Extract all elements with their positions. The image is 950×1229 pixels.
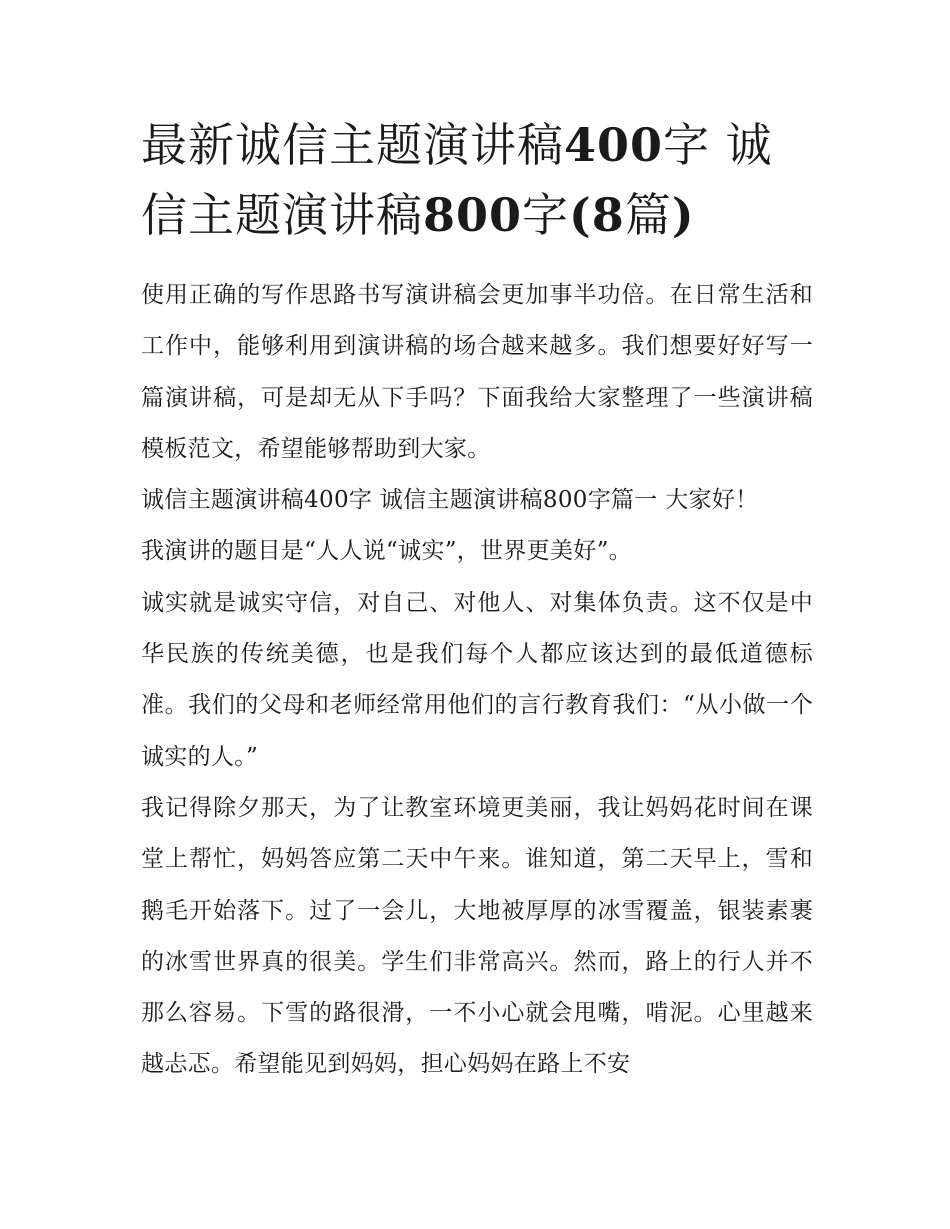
document-body [141,270,813,1091]
document-page [141,110,813,1091]
paragraph-story: 我记得除夕那天，为了让教室环境更美丽，我让妈妈花时间在课堂上帮忙，妈妈答应第二天中午来。谁知道，第二天早上，雪和鹅毛开始落下。过了一会儿，大地被厚厚的冰雪覆盖，银装素裹的冰雪世界真的很美。学生们非常高兴。然而，路上的行人并不那么容易。下雪的路很滑，一不小心就会甩嘴，啃泥。心里越来越忐忑。希望能见到妈妈，担心妈妈在路上不安 [141,794,813,1078]
paragraph-section-heading: 诚信主题演讲稿400字 诚信主题演讲稿800字篇一 大家好！ [141,487,759,514]
document-title [141,110,813,250]
paragraph-honesty-definition: 诚实就是诚实守信，对自己、对他人、对集体负责。这不仅是中华民族的传统美德，也是我们每个人都应该达到的最低道德标准。我们的父母和老师经常用他们的言行教育我们：“从小做一个诚实的人。” [141,589,813,770]
document-title-line-1: 最新诚信主题演讲稿400字 诚 [141,118,773,172]
paragraph-intro: 使用正确的写作思路书写演讲稿会更加事半功倍。在日常生活和工作中，能够利用到演讲稿的场合越来越多。我们想要好好写一篇演讲稿，可是却无从下手吗？下面我给大家整理了一些演讲稿模板范文，希望能够帮助到大家。 [141,282,813,462]
document-title-line-2: 信主题演讲稿800字(8篇) [141,188,695,242]
paragraph-speech-topic: 我演讲的题目是“人人说“诚实”，世界更美好”。 [141,538,632,565]
